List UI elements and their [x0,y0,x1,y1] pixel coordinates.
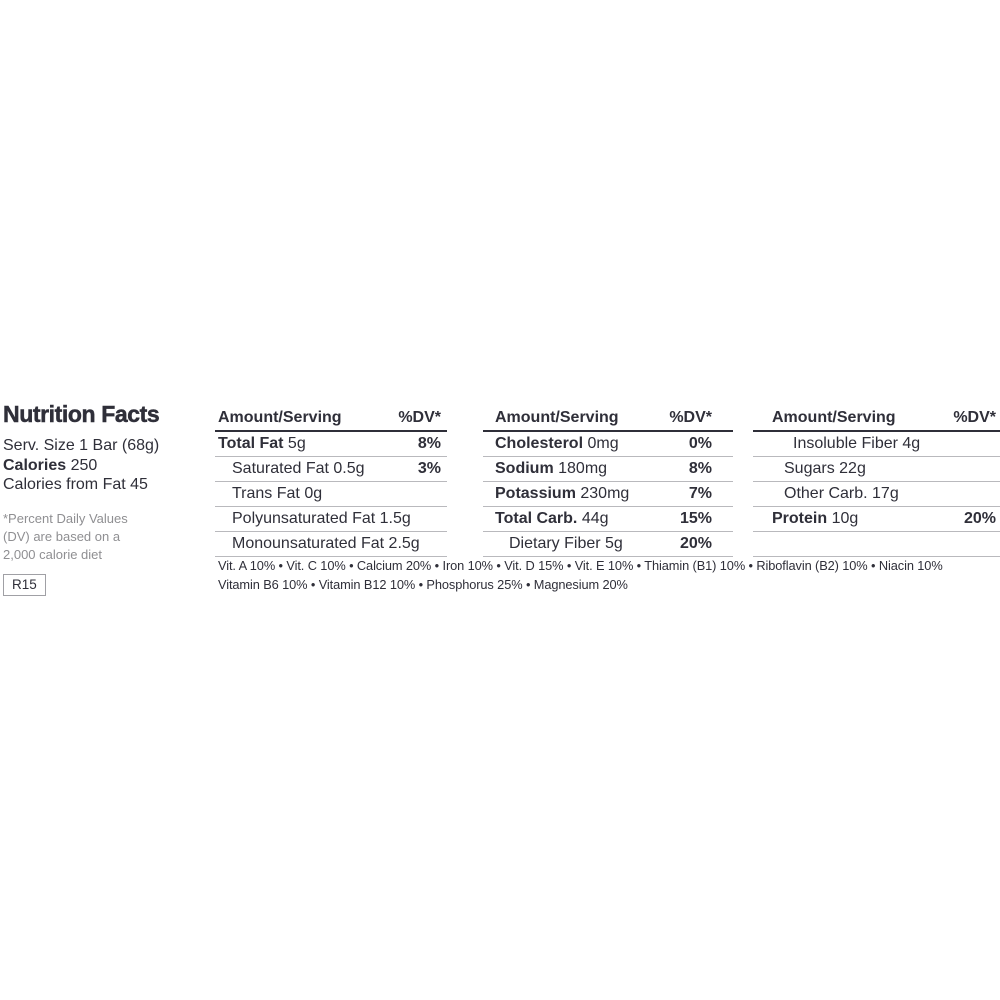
column-header [753,405,1000,432]
column-header [215,405,447,432]
nutrient-column-carbs [483,405,733,557]
footnote-line-3: 2,000 calorie diet [3,546,103,562]
nutrient-amount: Trans Fat 0g [232,485,323,502]
footnote-line-2: (DV) are based on a [3,528,121,544]
calories-label: Calories [3,456,67,474]
row-protein [753,507,1000,532]
nutrient-dv: 20% [963,510,996,527]
dv-header: %DV* [953,408,996,426]
nutrient-dv: 7% [688,485,712,502]
nutrition-facts-title: Nutrition Facts [3,401,160,427]
row-potassium [483,482,733,507]
nutrient-amount: 230mg [575,485,630,502]
nutrient-column-fats [215,405,447,557]
amount-serving-header: Amount/Serving [495,408,619,426]
nutrient-name: Potassium [495,485,576,502]
nutrient-name: Total Fat [218,435,284,452]
row-empty [753,532,1000,557]
micronutrients-line-2: Vitamin B6 10% • Vitamin B12 10% • Phosphorus 25% • Magnesium 20% [218,577,628,592]
row-cholesterol [483,432,733,457]
nutrition-facts-panel [3,401,215,596]
nutrient-amount: Insoluble Fiber 4g [793,435,921,452]
row-total-carb [483,507,733,532]
row-polyunsaturated-fat [215,507,447,532]
row-sugars [753,457,1000,482]
row-monounsaturated-fat [215,532,447,557]
nutrient-amount: 10g [827,510,859,527]
row-insoluble-fiber [753,432,1000,457]
nutrient-amount: Sugars 22g [784,460,866,477]
nutrient-amount: Dietary Fiber 5g [509,535,623,552]
nutrient-amount: Saturated Fat 0.5g [232,460,365,477]
row-saturated-fat [215,457,447,482]
micronutrients-line-1: Vit. A 10% • Vit. C 10% • Calcium 20% • Iron 10% • Vit. D 15% • Vit. E 10% • Thiamin (B1) 10% • Riboflavin (B2) 10% • Niacin 10% [218,558,943,573]
row-sodium [483,457,733,482]
footnote-line-1: *Percent Daily Values [3,510,128,526]
nutrient-column-protein [753,405,1000,557]
nutrient-amount: Polyunsaturated Fat 1.5g [232,510,411,527]
nutrient-amount: 180mg [553,460,608,477]
nutrient-dv: 8% [688,460,712,477]
nutrient-amount: 0mg [583,435,619,452]
row-trans-fat [215,482,447,507]
column-header [483,405,733,432]
calories-line [3,456,215,476]
nutrient-name: Total Carb. [495,510,578,527]
nutrient-amount: Other Carb. 17g [784,485,899,502]
amount-serving-header: Amount/Serving [772,408,896,426]
ref-code-box: R15 [3,574,46,596]
nutrient-amount: 5g [283,435,306,452]
calories-from-fat-text: Calories from Fat 45 [3,476,148,493]
nutrient-name: Cholesterol [495,435,584,452]
calories-value: 250 [66,456,98,474]
nutrient-dv: 3% [417,460,441,477]
nutrient-dv: 20% [679,535,712,552]
nutrient-amount: 44g [577,510,609,527]
serving-size-text: Serv. Size 1 Bar (68g) [3,437,160,454]
amount-serving-header: Amount/Serving [218,408,342,426]
dv-header: %DV* [398,408,441,426]
nutrient-dv: 0% [688,435,712,452]
row-dietary-fiber [483,532,733,557]
nutrient-amount: Monounsaturated Fat 2.5g [232,535,420,552]
micronutrients-list [218,556,943,594]
row-other-carb [753,482,1000,507]
dv-header: %DV* [669,408,712,426]
nutrient-name: Sodium [495,460,554,477]
nutrient-name: Protein [772,510,828,527]
nutrient-dv: 8% [417,435,441,452]
daily-values-footnote [3,510,215,564]
row-total-fat [215,432,447,457]
nutrient-dv: 15% [679,510,712,527]
